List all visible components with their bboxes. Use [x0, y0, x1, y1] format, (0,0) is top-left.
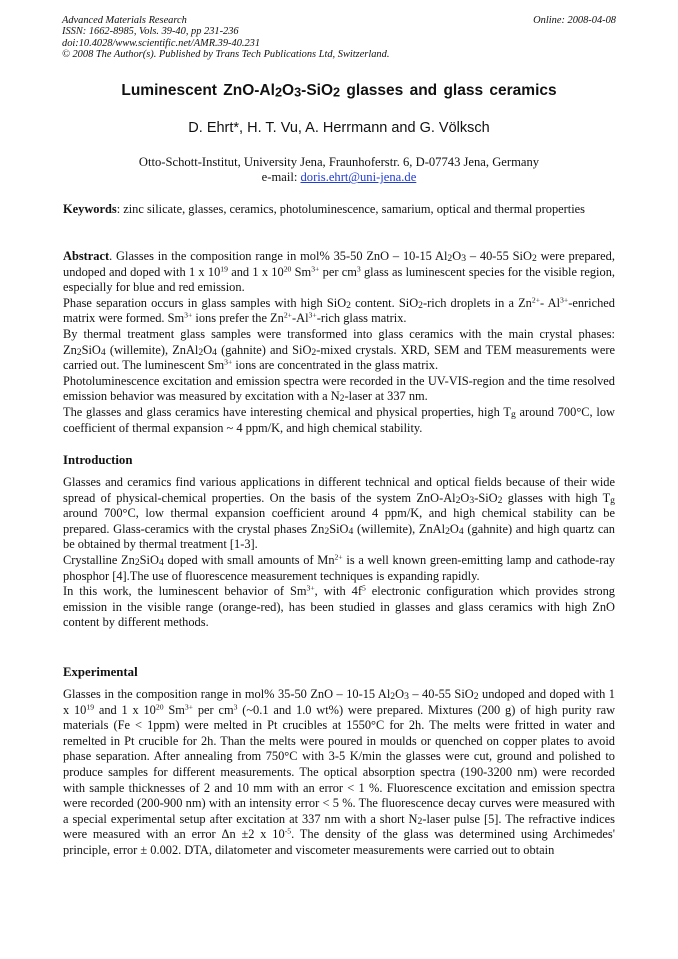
text-run: ions are concentrated in the glass matrix. — [232, 358, 439, 373]
text-run: – 40-55 SiO — [466, 249, 532, 263]
text-run: Photoluminescence excitation and emission spectra were recorded in the UV-VIS-region and the time resolved emission behavior was measured by excitation with a N — [63, 373, 615, 404]
text-run: By thermal treatment glass samples were transformed into glass ceramics with the main crystal phases: Zn — [63, 326, 615, 357]
superscript: 3+ — [224, 357, 233, 367]
introduction-paragraph-2 — [63, 553, 615, 584]
text-run: undoped and doped with 1 x 10 — [63, 687, 615, 717]
journal-header — [62, 15, 616, 61]
text-run: -enriched matrix were formed. Sm — [63, 295, 615, 326]
subscript: 3 — [469, 494, 475, 506]
text-run: -rich droplets in a Zn — [423, 295, 532, 310]
subscript: 2 — [339, 393, 345, 405]
text-run: O — [460, 490, 470, 505]
text-run: per cm — [319, 264, 357, 279]
subscript: 2 — [390, 691, 396, 703]
title-part: Luminescent ZnO-Al — [121, 82, 275, 99]
title-part: O — [282, 82, 295, 99]
text-run: is a well known green-emitting lamp and cathode-ray phosphor [4].The use of fluorescence measurement techniques is expanding rapidly. — [63, 552, 616, 583]
text-run: doped with small amounts of Mn — [163, 552, 335, 567]
keywords-text: : zinc silicate, glasses, ceramics, photoluminescence, samarium, optical and thermal properties — [116, 202, 585, 216]
text-run: O — [452, 249, 462, 263]
subscript: 2 — [531, 253, 537, 265]
subscript: 4 — [212, 346, 217, 358]
superscript: 3+ — [306, 583, 315, 593]
title-subscript: 2 — [274, 84, 283, 100]
text-run: content. SiO — [350, 295, 419, 310]
text-run: In this work, the luminescent behavior of Sm — [63, 584, 307, 599]
text-run: around 700°C, low coefficient of thermal expansion ~ 4 ppm/K, and high chemical stability. — [63, 404, 615, 435]
abstract-paragraph-1 — [63, 249, 615, 296]
subscript: 3 — [461, 253, 467, 265]
superscript: -5 — [284, 826, 292, 836]
paper-title — [62, 82, 616, 100]
text-run: (willemite), ZnAl — [105, 342, 199, 357]
superscript: 20 — [283, 264, 292, 274]
superscript: 19 — [86, 702, 95, 712]
text-run: Glasses and ceramics find various applications in different technical and optical fields because of their wide spread of physical-chemical properties. On the basis of the system ZnO-Al — [63, 475, 615, 505]
text-run: -Al — [292, 311, 309, 326]
text-run: SiO — [139, 552, 159, 567]
text-run: The glasses and glass ceramics have interesting chemical and physical properties, high T — [63, 404, 511, 419]
subscript: 2 — [417, 815, 423, 827]
text-run: -SiO — [474, 490, 498, 505]
title-part: glasses and glass ceramics — [340, 82, 557, 99]
superscript: 3 — [233, 702, 238, 712]
superscript: 3+ — [184, 310, 193, 320]
text-run: Phase separation occurs in glass samples with high SiO — [63, 295, 347, 310]
subscript: 4 — [348, 525, 354, 537]
title-subscript: 3 — [294, 84, 302, 100]
text-run: -mixed crystals. XRD, SEM and TEM measurements were carried out. The luminescent Sm — [63, 342, 616, 373]
text-run: . Glasses in the composition range in mol% 35-50 ZnO – 10-15 Al — [109, 249, 448, 263]
subscript: 2 — [324, 525, 330, 537]
email-label: e-mail: — [261, 170, 301, 185]
text-run: . The density of the glass was determined using Archimedes' principle, error ± 0.002. DTA, dilatometer and viscometer measurements were carried out to obtain — [63, 827, 615, 857]
text-run: (gahnite) and SiO — [216, 342, 312, 357]
abstract-paragraph-3 — [63, 327, 615, 374]
text-run: O — [203, 342, 213, 357]
text-run: O — [449, 521, 459, 536]
affiliation-block — [62, 155, 616, 186]
keywords-block — [63, 202, 615, 218]
text-run: and 1 x 10 — [94, 702, 156, 717]
email-line — [62, 170, 616, 185]
text-run: per cm — [193, 702, 234, 717]
superscript: 20 — [155, 702, 164, 712]
subscript: 2 — [473, 691, 479, 703]
subscript: g — [610, 494, 615, 506]
text-run: - Al — [540, 295, 561, 310]
text-run: -laser pulse [5]. The refractive indices were measured with an error Δn ±2 x 10 — [63, 811, 615, 842]
subscript: 2 — [497, 494, 503, 506]
keywords-label: Keywords — [63, 202, 117, 216]
text-run: around 700°C, low thermal expansion coefficient around 4 ppm/K, and high chemical stability can be prepared. Glass-ceramics with the crystal phases Zn — [63, 506, 615, 536]
subscript: 2 — [455, 494, 461, 506]
abstract-paragraph-2 — [63, 296, 615, 327]
subscript: 2 — [311, 346, 317, 358]
abstract-paragraph-4 — [63, 374, 615, 405]
abstract-paragraph-5 — [63, 405, 615, 436]
experimental-heading: Experimental — [63, 665, 138, 679]
experimental-block — [63, 687, 615, 859]
text-run: Glasses in the composition range in mol% 35-50 ZnO – 10-15 Al — [63, 687, 391, 701]
superscript: 3 — [356, 264, 361, 274]
introduction-block — [63, 475, 615, 631]
text-run: Sm — [163, 702, 185, 717]
subscript: 2 — [134, 557, 140, 569]
text-run: – 40-55 SiO — [408, 687, 474, 701]
copyright-line: © 2008 The Author(s). Published by Trans Tech Publications Ltd, Switzerland. — [62, 49, 390, 61]
affiliation: Otto-Schott-Institut, University Jena, Fraunhoferstr. 6, D-07743 Jena, Germany — [138, 155, 540, 169]
text-run: SiO — [329, 521, 349, 536]
subscript: 2 — [198, 346, 204, 358]
text-run: (willemite), ZnAl — [353, 521, 446, 536]
text-run: glasses with high T — [502, 490, 611, 505]
text-run: SiO — [81, 342, 101, 357]
abstract-label: Abstract — [63, 249, 110, 263]
superscript: 2+ — [334, 552, 343, 562]
subscript: 3 — [404, 691, 409, 703]
subscript: 2 — [445, 525, 450, 537]
text-run: were prepared, undoped and doped with 1 x 10 — [63, 249, 615, 279]
subscript: 2 — [418, 299, 423, 311]
text-run: -rich glass matrix. — [316, 311, 407, 326]
text-run: electronic configuration which provides strong emission in the visible range (orange-red), has been studied in glasses and glass ceramics with high ZnO content by different methods. — [63, 584, 615, 630]
issn-line: ISSN: 1662-8985, Vols. 39-40, pp 231-236 — [62, 26, 239, 38]
subscript: 2 — [447, 253, 453, 265]
superscript: 3+ — [184, 702, 194, 712]
text-run: and 1 x 10 — [227, 264, 284, 279]
superscript: 5 — [361, 583, 366, 593]
text-run: ions prefer the Zn — [192, 311, 284, 326]
superscript: 3+ — [560, 295, 569, 305]
text-run: O — [395, 687, 405, 701]
text-run: glass as luminescent species for the visible region, especially for blue and red emission. — [63, 264, 615, 295]
introduction-heading: Introduction — [63, 453, 133, 467]
subscript: 2 — [346, 299, 351, 311]
email-link[interactable]: doris.ehrt@uni-jena.de — [300, 170, 417, 185]
text-run: (~0.1 and 1.0 wt%) were prepared. Mixtures (200 g) of high purity raw materials (Fe < 1ppm) were melted in Pt crucibles at 1550°C for 2h. The melts were fritted in water and remelted in Pt crucible for 2h. Than the melts were poured in moulds or quenched on copper plates to avoid phase separation. After annealing from 750°C with 3-5 K/min the glasses were cut, ground and polished to produce samples for different measurements. The optical absorption spectra (190-3200 nm) were recorded with sample thicknesses of 2 and 10 mm with an error < 1 %. Fluorescence excitation and emission spectra were recorded (200-900 nm) with an intensity error < 5 %. The fluorescence decay curves were measured with a special experimental setup after excitation at 337 nm with a short N — [63, 702, 616, 826]
text-run: Sm — [291, 264, 312, 279]
subscript: g — [510, 409, 516, 421]
subscript: 4 — [100, 346, 106, 358]
introduction-paragraph-1 — [63, 475, 615, 553]
title-part: -SiO — [301, 82, 334, 99]
introduction-paragraph-3 — [63, 584, 615, 631]
online-date: Online: 2008-04-08 — [533, 15, 616, 26]
author-list: D. Ehrt*, H. T. Vu, A. Herrmann and G. Völksch — [188, 120, 490, 136]
text-run: Crystalline Zn — [63, 552, 135, 567]
title-subscript: 2 — [333, 84, 341, 100]
subscript: 2 — [76, 346, 82, 358]
superscript: 2+ — [283, 310, 292, 320]
subscript: 4 — [158, 557, 164, 569]
superscript: 2+ — [531, 295, 541, 305]
superscript: 3+ — [311, 264, 320, 274]
text-run: -laser at 337 nm. — [344, 389, 428, 404]
text-run: , with 4f — [314, 584, 362, 599]
superscript: 3+ — [308, 310, 317, 320]
doi-line: doi:10.4028/www.scientific.net/AMR.39-40.231 — [62, 37, 261, 49]
superscript: 19 — [220, 264, 228, 274]
experimental-paragraph-1 — [63, 687, 615, 859]
journal-name: Advanced Materials Research — [62, 15, 187, 26]
subscript: 4 — [458, 525, 464, 537]
text-run: (gahnite) and high quartz can be obtained by thermal treatment [1-3]. — [63, 521, 616, 552]
abstract-block — [63, 249, 615, 436]
